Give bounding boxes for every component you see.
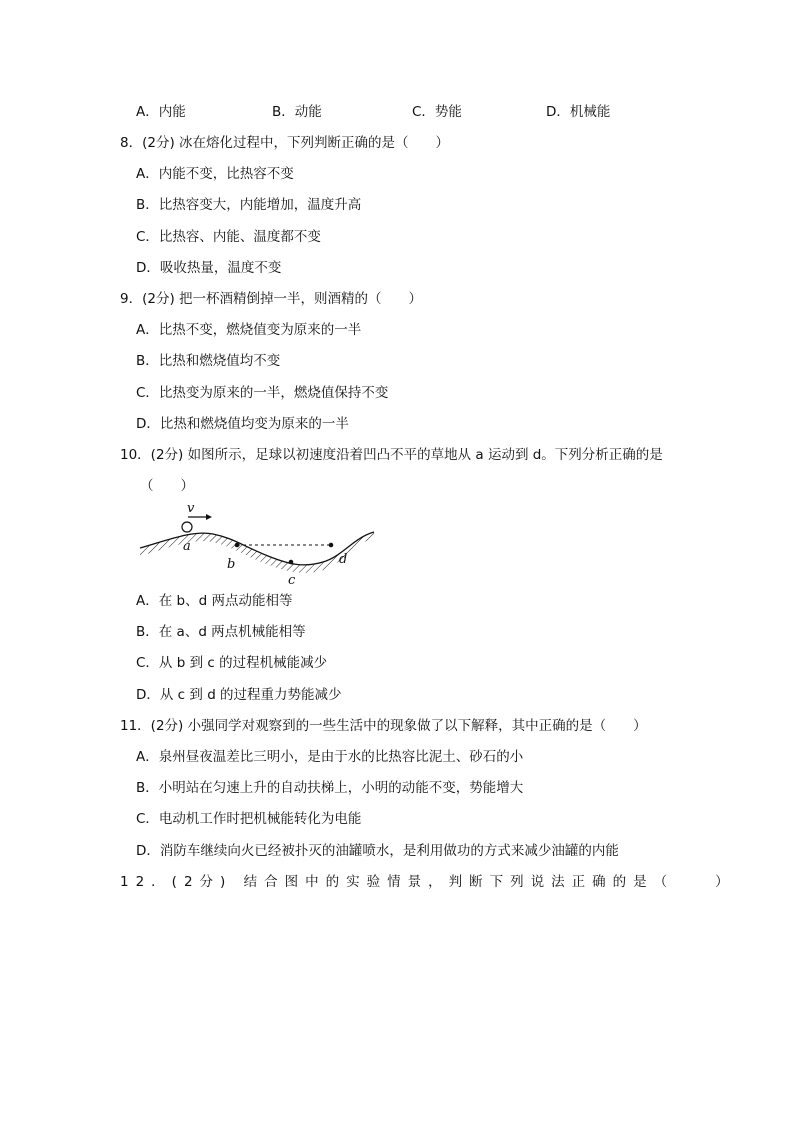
q11-option-a: A．泉州昼夜温差比三明小，是由于水的比热容比泥土、砂石的小	[136, 749, 524, 765]
q11-option-c: C．电动机工作时把机械能转化为电能	[136, 811, 362, 827]
q10-answer-paren: （ ）	[140, 478, 194, 494]
label-v: v	[187, 501, 195, 516]
q11-option-d: D．消防车继续向火已经被扑灭的油罐喷水，是利用做功的方式来减少油罐的内能	[136, 843, 619, 859]
q10-option-a: A．在 b、d 两点动能相等	[136, 593, 293, 609]
q9-option-d: D．比热和燃烧值均变为原来的一半	[136, 416, 349, 432]
velocity-arrowhead-icon	[206, 514, 212, 520]
q10-figure	[138, 500, 378, 590]
q9-option-a: A．比热不变，燃烧值变为原来的一半	[136, 322, 362, 338]
q7-option-a: A．内能	[136, 104, 186, 120]
q11-stem: 11．(2分) 小强同学对观察到的一些生活中的现象做了以下解释，其中正确的是（ ）	[120, 718, 647, 734]
ball-icon	[182, 522, 192, 532]
label-b: b	[227, 557, 236, 572]
q7-option-b: B．动能	[272, 104, 322, 120]
point-b-dot	[235, 543, 240, 548]
q8-option-d: D．吸收热量，温度不变	[136, 260, 282, 276]
q11-option-b: B．小明站在匀速上升的自动扶梯上，小明的动能不变，势能增大	[136, 780, 524, 796]
q10-stem: 10．(2分) 如图所示，足球以初速度沿着凹凸不平的草地从 a 运动到 d。下列分析正确的是	[120, 447, 663, 463]
q12-stem: 12．(2分) 结合图中的实验情景，判断下列说法正确的是（ ）	[120, 874, 736, 890]
q10-option-c: C．从 b 到 c 的过程机械能减少	[136, 655, 328, 671]
label-d: d	[339, 552, 348, 567]
point-c-dot	[289, 560, 294, 565]
q7-option-c: C．势能	[412, 104, 462, 120]
q8-stem: 8．(2分) 冰在熔化过程中，下列判断正确的是（ ）	[120, 135, 450, 151]
q8-option-b: B．比热容变大，内能增加，温度升高	[136, 197, 362, 213]
point-d-dot	[329, 543, 334, 548]
label-a: a	[183, 539, 191, 554]
q9-option-b: B．比热和燃烧值均不变	[136, 353, 281, 369]
label-c: c	[288, 573, 296, 588]
q9-stem: 9．(2分) 把一杯酒精倒掉一半，则酒精的（ ）	[120, 291, 423, 307]
q10-option-b: B．在 a、d 两点机械能相等	[136, 624, 306, 640]
q10-option-d: D．从 c 到 d 的过程重力势能减少	[136, 687, 342, 703]
q8-option-c: C．比热容、内能、温度都不变	[136, 229, 321, 245]
q9-option-c: C．比热变为原来的一半，燃烧值保持不变	[136, 385, 389, 401]
q7-option-d: D．机械能	[546, 104, 611, 120]
q8-option-a: A．内能不变，比热容不变	[136, 166, 294, 182]
